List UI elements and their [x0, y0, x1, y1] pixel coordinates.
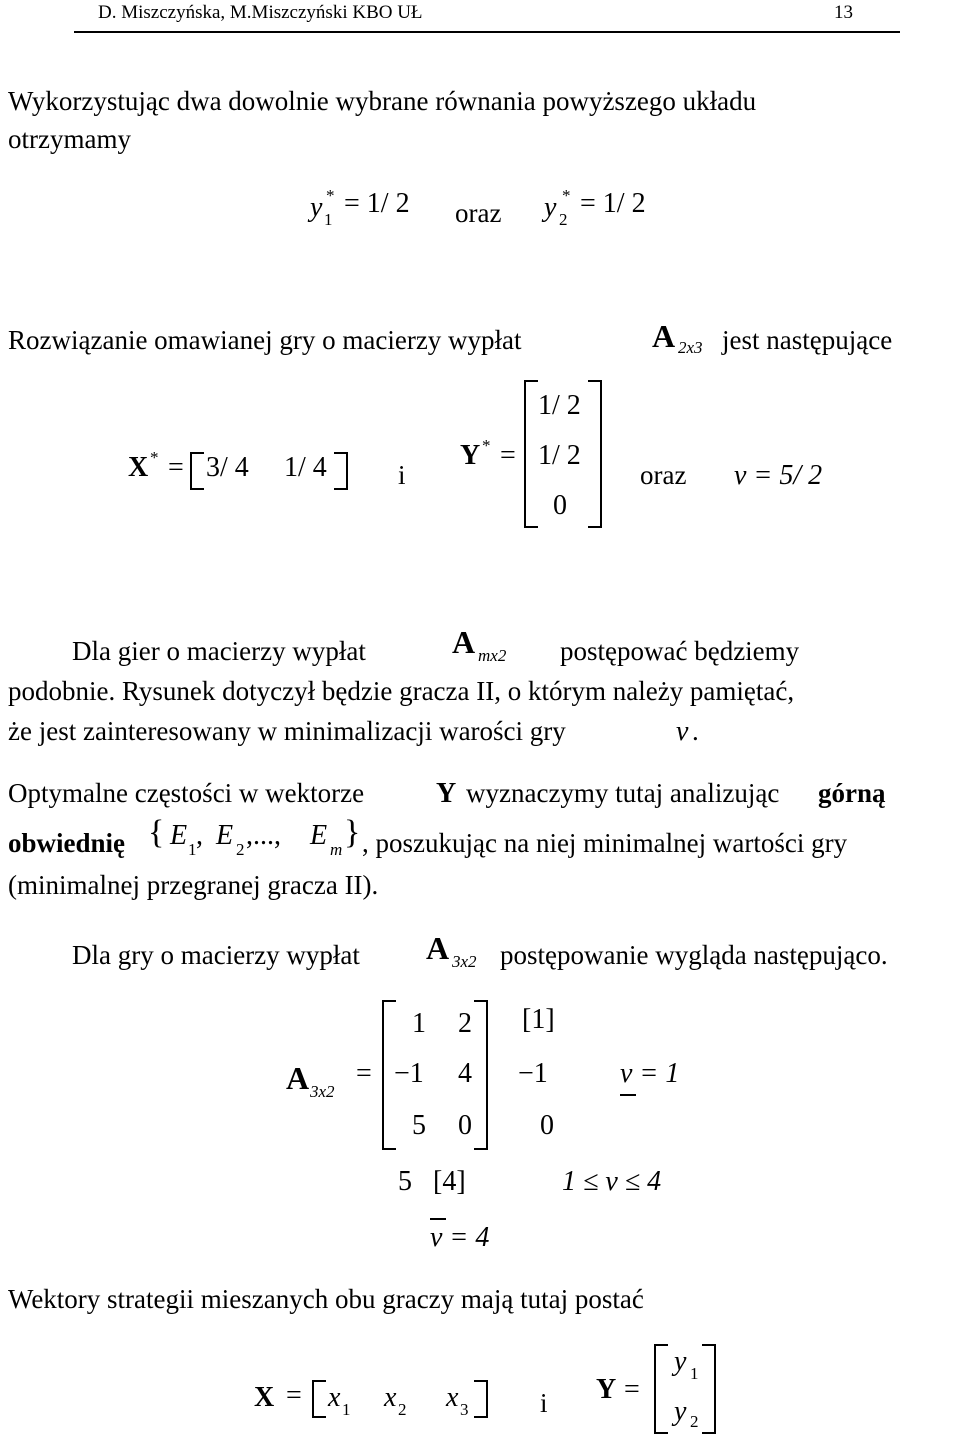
paragraph-line: że jest zainteresowany w minimalizacji warości gry [8, 716, 566, 746]
subscript: 2x3 [678, 338, 703, 357]
bracket-left [312, 1380, 326, 1418]
star: * [562, 186, 571, 205]
symbol-x: x [328, 1382, 341, 1413]
comma: , [196, 820, 203, 851]
paragraph-line: Dla gier o macierzy wypłat [72, 636, 366, 666]
paragraph-line: Optymalne częstości w wektorze [8, 778, 365, 808]
vector-value: 0 [553, 490, 567, 521]
matrix-symbol-A: A [652, 318, 676, 354]
matrix-cell: 1 [412, 1008, 426, 1039]
matrix-symbol-A: A [286, 1060, 310, 1096]
subscript: 1 [188, 840, 197, 859]
symbol-x: x [384, 1382, 397, 1413]
underline-mark [620, 1094, 636, 1096]
paragraph-line: podobnie. Rysunek dotyczył będzie gracza II, o którym należy pamiętać, [8, 676, 795, 706]
symbol-v: v [676, 716, 689, 747]
paragraph-line: postępowanie wygląda następująco. [500, 940, 888, 970]
upper-value-expr: v = 4 [430, 1222, 490, 1253]
paragraph-line: Wykorzystując dwa dowolnie wybrane równania powyższego układu [8, 86, 757, 116]
matrix-cell: 4 [458, 1058, 472, 1089]
paragraph-line: postępować będziemy [560, 636, 800, 666]
equals: = [286, 1380, 302, 1411]
matrix-symbol-A: A [426, 930, 450, 966]
matrix-cell: 5 [412, 1110, 426, 1141]
set-brace: { [148, 814, 165, 851]
matrix-cell: −1 [394, 1058, 424, 1089]
bracket-right [474, 1000, 488, 1150]
symbol-X: X [128, 452, 149, 483]
bracket-right [702, 1344, 716, 1434]
star: * [482, 436, 491, 455]
equation-rhs: = 1/ 2 [344, 188, 410, 219]
bold-word: obwiednię [8, 828, 126, 858]
bracket-left [524, 380, 538, 528]
overline-mark [430, 1218, 446, 1220]
page-number: 13 [834, 2, 853, 23]
vector-value: 1/ 4 [284, 452, 327, 483]
equals: = [624, 1374, 640, 1405]
word-i: i [540, 1388, 548, 1418]
bracket-right [334, 452, 348, 490]
bracket-right [474, 1380, 488, 1418]
matrix-cell: 2 [458, 1008, 472, 1039]
bold-word: górną [818, 778, 886, 808]
header-authors: D. Miszczyńska, M.Miszczyński KBO UŁ [98, 2, 423, 23]
subscript: 1 [324, 210, 333, 229]
subscript: 2 [559, 210, 568, 229]
value-range: 1 ≤ v ≤ 4 [562, 1166, 662, 1197]
game-value: v = 5/ 2 [734, 460, 823, 491]
lower-value-expr: v = 1 [620, 1058, 680, 1089]
vector-value: 3/ 4 [206, 452, 249, 483]
subscript: 1 [342, 1400, 351, 1419]
equals: = [500, 440, 516, 471]
paragraph-line: Wektory strategii mieszanych obu graczy mają tutaj postać [8, 1284, 644, 1314]
word-i: i [398, 460, 406, 490]
paragraph-line: Dla gry o macierzy wypłat [72, 940, 360, 970]
symbol-X: X [254, 1382, 275, 1413]
star: * [150, 448, 159, 467]
paragraph-line: wyznaczymy tutaj analizując [466, 778, 780, 808]
star: * [326, 186, 335, 205]
subscript: 2 [236, 840, 245, 859]
equals: = [356, 1058, 372, 1089]
word-oraz: oraz [455, 198, 502, 228]
word-oraz: oraz [640, 460, 687, 490]
paragraph-line: jest następujące [722, 325, 893, 355]
subscript: 3x2 [310, 1082, 335, 1101]
ellipsis: ,..., [246, 820, 281, 851]
symbol-y: y [544, 192, 557, 223]
row-min: [1] [522, 1004, 555, 1035]
equals: = [168, 452, 184, 483]
subscript: 2 [398, 1400, 407, 1419]
set-brace: } [344, 814, 361, 851]
paragraph-line: , poszukując na niej minimalnej wartości gry [362, 828, 848, 858]
symbol-E: E [170, 820, 188, 851]
subscript: 1 [690, 1364, 699, 1383]
paragraph-line: (minimalnej przegranej gracza II). [8, 870, 379, 900]
paragraph-line: otrzymamy [8, 124, 131, 154]
vector-value: 1/ 2 [538, 440, 581, 471]
paragraph-line: Rozwiązanie omawianej gry o macierzy wypłat [8, 325, 522, 355]
matrix-cell: 0 [458, 1110, 472, 1141]
symbol-x: x [446, 1382, 459, 1413]
subscript: 3x2 [452, 952, 477, 971]
matrix-symbol-A: A [452, 624, 476, 660]
symbol-Y: Y [436, 778, 457, 809]
period: . [692, 716, 699, 746]
symbol-Y: Y [596, 1374, 617, 1405]
symbol-Y: Y [460, 440, 481, 471]
symbol-E: E [310, 820, 328, 851]
row-min: 0 [540, 1110, 554, 1141]
bracket-left [654, 1344, 668, 1434]
symbol-E: E [216, 820, 234, 851]
symbol-y: y [310, 192, 323, 223]
subscript: mx2 [478, 646, 507, 665]
bracket-left [190, 452, 204, 490]
symbol-y: y [674, 1396, 687, 1427]
row-min: −1 [518, 1058, 548, 1089]
header-rule [74, 31, 900, 33]
subscript: 2 [690, 1412, 699, 1431]
subscript: m [330, 840, 343, 859]
bracket-right [588, 380, 602, 528]
subscript: 3 [460, 1400, 469, 1419]
symbol-y: y [674, 1346, 687, 1377]
column-max: 5 [4] [398, 1166, 466, 1197]
equation-rhs: = 1/ 2 [580, 188, 646, 219]
vector-value: 1/ 2 [538, 390, 581, 421]
